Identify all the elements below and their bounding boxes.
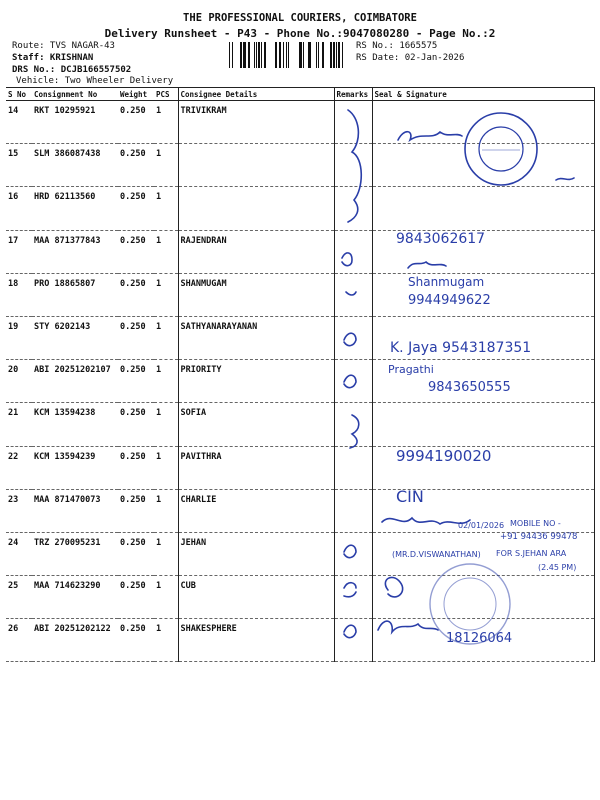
header-remarks: Remarks [334, 88, 372, 101]
cell-consignment: MAA 714623290 [32, 576, 118, 619]
barcode-bar [338, 42, 340, 68]
barcode-bar [240, 42, 242, 68]
cell-consignee: PAVITHRA [178, 446, 334, 489]
cell-sno: 19 [6, 316, 32, 359]
cell-consignment: RKT 10295921 [32, 101, 118, 144]
handwritten-name-24: (MR.D.VISWANATHAN) [392, 550, 481, 559]
cell-remarks [334, 187, 372, 230]
barcode-bar [308, 42, 311, 68]
cell-pcs: 1 [154, 360, 178, 403]
cell-sno: 21 [6, 403, 32, 446]
cell-remarks [334, 403, 372, 446]
cell-consignment: TRZ 270095231 [32, 532, 118, 575]
cell-weight: 0.250 [118, 144, 154, 187]
cell-sno: 15 [6, 144, 32, 187]
handwritten-name-phone-19: K. Jaya 9543187351 [390, 340, 532, 356]
cell-seal-signature [372, 273, 594, 316]
cell-remarks [334, 532, 372, 575]
cell-sno: 25 [6, 576, 32, 619]
handwritten-name-18: Shanmugam [408, 275, 485, 289]
cell-remarks [334, 144, 372, 187]
header-consignee: Consignee Details [178, 88, 334, 101]
barcode-image [226, 42, 350, 68]
cell-seal-signature [372, 187, 594, 230]
cell-weight: 0.250 [118, 230, 154, 273]
barcode-bar [254, 42, 255, 68]
handwritten-number-26: 18126064 [446, 631, 513, 646]
drs-label: DRS No.: DCJB166557502 [12, 65, 132, 75]
cell-consignment: KCM 13594239 [32, 446, 118, 489]
barcode-bar [243, 42, 246, 68]
rs-date: RS Date: 02-Jan-2026 [356, 53, 465, 63]
cell-sno: 24 [6, 532, 32, 575]
company-name: THE PROFESSIONAL COURIERS, COIMBATORE [183, 12, 417, 24]
cell-sno: 20 [6, 360, 32, 403]
vehicle-label: Vehicle: Two Wheeler Delivery [16, 76, 174, 86]
cell-consignment: PRO 18865807 [32, 273, 118, 316]
cell-weight: 0.250 [118, 576, 154, 619]
cell-consignee: RAJENDRAN [178, 230, 334, 273]
barcode-bar [286, 42, 287, 68]
cell-pcs: 1 [154, 273, 178, 316]
cell-seal-signature [372, 446, 594, 489]
cell-consignee: SOFIA [178, 403, 334, 446]
cell-sno: 22 [6, 446, 32, 489]
cell-seal-signature [372, 403, 594, 446]
cell-consignee: SATHYANARAYANAN [178, 316, 334, 359]
cell-weight: 0.250 [118, 316, 154, 359]
cell-pcs: 1 [154, 316, 178, 359]
header-pcs: PCS [154, 88, 178, 101]
table-header-row [6, 88, 594, 101]
barcode-bar [232, 42, 233, 68]
header-sno: S No [6, 88, 32, 101]
cell-seal-signature [372, 316, 594, 359]
cell-remarks [334, 230, 372, 273]
cell-sno: 16 [6, 187, 32, 230]
handwritten-phone-22: 9994190020 [396, 447, 492, 465]
cell-remarks [334, 576, 372, 619]
company-seal-stamp [462, 110, 540, 188]
cell-sno: 14 [6, 101, 32, 144]
handwritten-mobile-label-24: MOBILE NO - [510, 519, 561, 528]
barcode-bar [275, 42, 277, 68]
barcode-bar [336, 42, 337, 68]
cell-remarks [334, 273, 372, 316]
staff-label: Staff: KRISHNAN [12, 53, 94, 63]
cell-pcs: 1 [154, 144, 178, 187]
cell-seal-signature [372, 230, 594, 273]
cell-pcs: 1 [154, 619, 178, 662]
cell-remarks [334, 316, 372, 359]
cell-remarks [334, 101, 372, 144]
cell-pcs: 1 [154, 101, 178, 144]
round-seal-stamp [426, 560, 514, 648]
barcode-bar [330, 42, 332, 68]
barcode-bar [318, 42, 319, 68]
table-row [6, 273, 594, 316]
cell-consignment: HRD 62113560 [32, 187, 118, 230]
barcode-bar [333, 42, 335, 68]
cell-consignee: CHARLIE [178, 489, 334, 532]
barcode-bar [342, 42, 343, 68]
cell-consignment: SLM 386087438 [32, 144, 118, 187]
barcode-bar [316, 42, 317, 68]
cell-consignee [178, 187, 334, 230]
cell-weight: 0.250 [118, 403, 154, 446]
handwritten-for-24: FOR S.JEHAN ARA [496, 549, 567, 558]
barcode-bar [248, 42, 250, 68]
table-row [6, 187, 594, 230]
cell-seal-signature [372, 360, 594, 403]
barcode-bar [299, 42, 302, 68]
barcode-bar [303, 42, 304, 68]
barcode-bar [288, 42, 289, 68]
barcode-bar [229, 42, 230, 68]
cell-consignee: PRIORITY [178, 360, 334, 403]
cell-consignee: JEHAN [178, 532, 334, 575]
cell-consignment: KCM 13594238 [32, 403, 118, 446]
table-row [6, 403, 594, 446]
rs-number: RS No.: 1665575 [356, 41, 438, 51]
handwritten-time-24: (2.45 PM) [538, 563, 577, 572]
cell-pcs: 1 [154, 576, 178, 619]
table-row [6, 316, 594, 359]
cell-sno: 23 [6, 489, 32, 532]
table-row [6, 489, 594, 532]
handwritten-phone-17: 9843062617 [396, 231, 486, 247]
header-seal-signature: Seal & Signature [372, 88, 594, 101]
handwritten-phone-18: 9944949622 [408, 293, 491, 308]
cell-pcs: 1 [154, 446, 178, 489]
cell-pcs: 1 [154, 532, 178, 575]
cell-seal-signature [372, 489, 594, 532]
handwritten-name-20: Pragathi [388, 363, 434, 376]
handwritten-text-23: CIN [396, 487, 424, 506]
cell-remarks [334, 360, 372, 403]
barcode-bar [256, 42, 257, 68]
cell-weight: 0.250 [118, 360, 154, 403]
cell-pcs: 1 [154, 403, 178, 446]
handwritten-phone-24: +91 94436 99478 [500, 532, 578, 542]
table-row [6, 230, 594, 273]
cell-weight: 0.250 [118, 489, 154, 532]
cell-weight: 0.250 [118, 273, 154, 316]
cell-remarks [334, 489, 372, 532]
cell-consignment: MAA 871470073 [32, 489, 118, 532]
cell-consignee: SHANMUGAM [178, 273, 334, 316]
cell-consignee: SHAKESPHERE [178, 619, 334, 662]
barcode-bar [264, 42, 266, 68]
cell-consignment: STY 6202143 [32, 316, 118, 359]
cell-weight: 0.250 [118, 101, 154, 144]
handwritten-date-24: 02/01/2026 [458, 521, 505, 530]
header-consignment: Consignment No [32, 88, 118, 101]
runsheet-subtitle: Delivery Runsheet - P43 - Phone No.:9047080280 - Page No.:2 [104, 27, 496, 40]
table-row [6, 360, 594, 403]
cell-sno: 26 [6, 619, 32, 662]
cell-remarks [334, 446, 372, 489]
barcode-bar [283, 42, 284, 68]
cell-consignee: CUB [178, 576, 334, 619]
cell-consignee: TRIVIKRAM [178, 101, 334, 144]
cell-weight: 0.250 [118, 532, 154, 575]
cell-pcs: 1 [154, 187, 178, 230]
route-label: Route: TVS NAGAR-43 [12, 41, 115, 51]
cell-consignee [178, 144, 334, 187]
barcode-bar [279, 42, 281, 68]
table-row [6, 446, 594, 489]
cell-consignment: MAA 871377843 [32, 230, 118, 273]
header-weight: Weight [118, 88, 154, 101]
barcode-bar [322, 42, 324, 68]
barcode-bar [261, 42, 262, 68]
cell-pcs: 1 [154, 230, 178, 273]
handwritten-phone-20: 9843650555 [428, 380, 511, 395]
cell-sno: 18 [6, 273, 32, 316]
cell-consignment: ABI 20251202122 [32, 619, 118, 662]
cell-sno: 17 [6, 230, 32, 273]
cell-weight: 0.250 [118, 187, 154, 230]
cell-consignment: ABI 20251202107 [32, 360, 118, 403]
cell-pcs: 1 [154, 489, 178, 532]
barcode-bar [258, 42, 260, 68]
cell-remarks [334, 619, 372, 662]
cell-weight: 0.250 [118, 446, 154, 489]
cell-weight: 0.250 [118, 619, 154, 662]
